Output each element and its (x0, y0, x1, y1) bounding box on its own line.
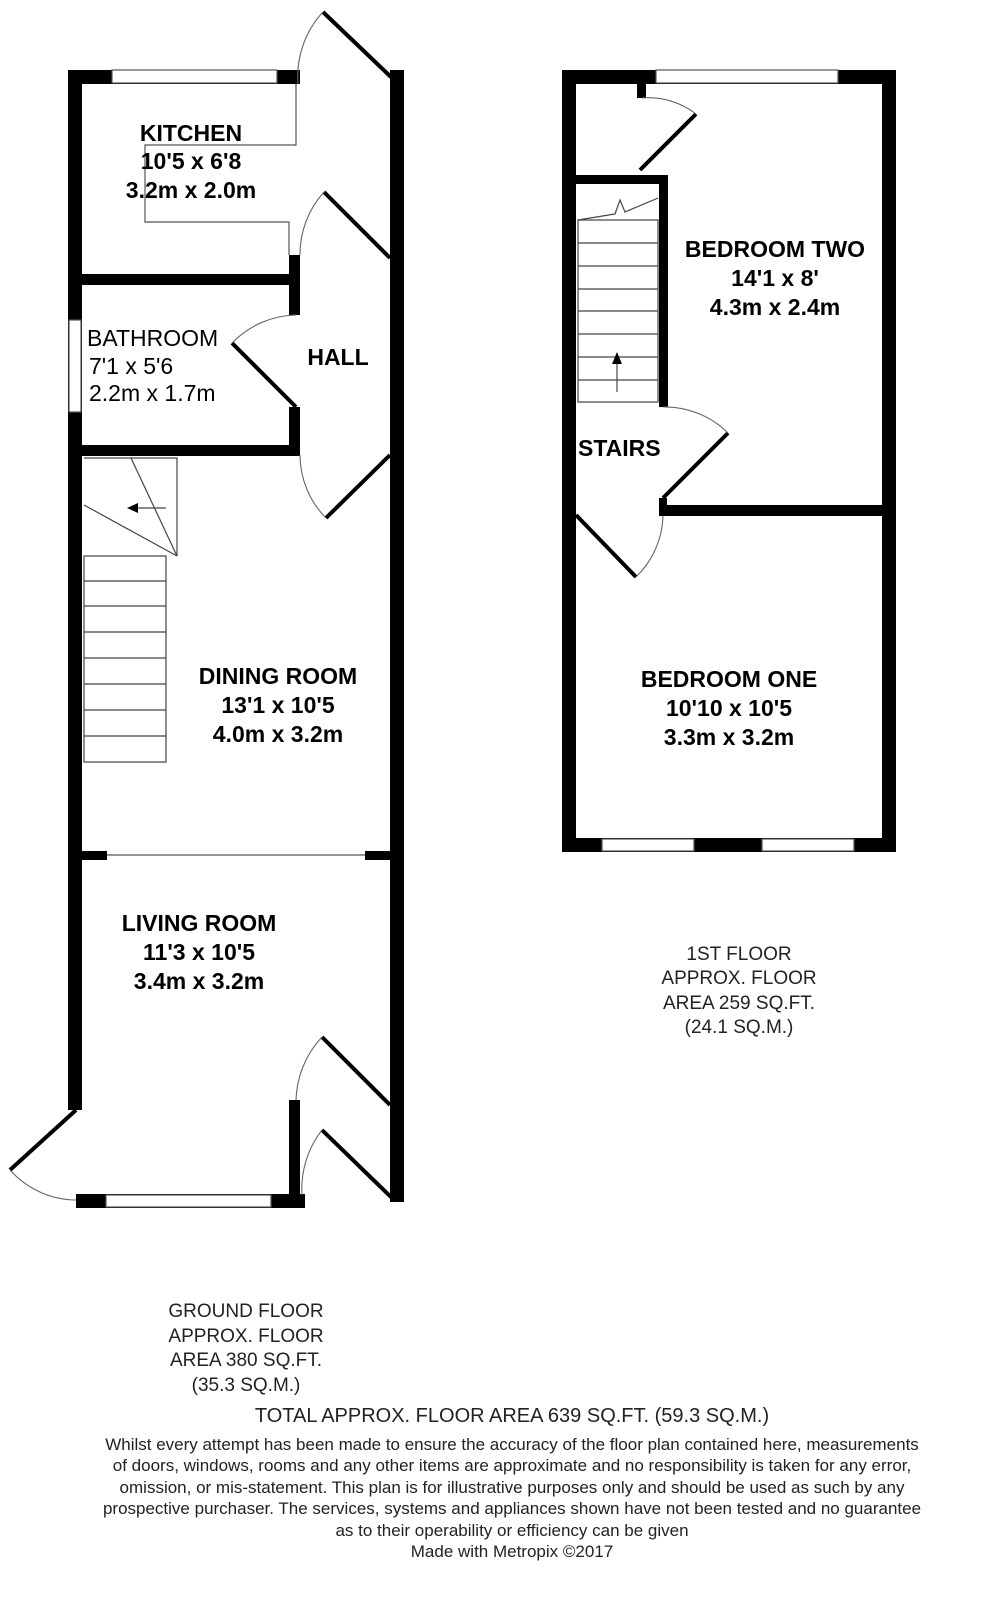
stairwell-right-wall (659, 175, 668, 407)
stairwell-top-wall (576, 175, 668, 184)
kitchen-bathroom-wall (82, 274, 300, 285)
living-room-door-swing (296, 1037, 322, 1100)
stairs-name: STAIRS (578, 435, 661, 461)
disclaimer-line-5: as to their operability or efficiency can be given (335, 1521, 689, 1540)
bedroom-two-imperial: 14'1 x 8' (731, 265, 819, 291)
bedroom-one-imperial: 10'10 x 10'5 (665, 695, 793, 721)
dining-living-stub-left (82, 851, 107, 860)
garden-door (10, 1110, 76, 1170)
first-floor-area-line-1: 1ST FLOOR (686, 944, 792, 965)
hall-name: HALL (307, 344, 369, 370)
garden-door-swing (10, 1170, 76, 1200)
kitchen-door (324, 192, 390, 258)
bedroom-divider-wall (659, 505, 882, 516)
living-room-window (106, 1195, 271, 1207)
front-door-swing (302, 1130, 322, 1195)
ground-floor-area-line-1: GROUND FLOOR (168, 1301, 324, 1322)
bathroom-hall-wall-bottom (289, 407, 300, 455)
bedroom-two-door-swing (663, 407, 728, 433)
kitchen-back-door (323, 12, 392, 78)
living-room-name: LIVING ROOM (121, 910, 277, 936)
first-right-wall (882, 70, 896, 852)
bathroom-window (69, 320, 81, 412)
bathroom-hall-wall-top (289, 255, 300, 315)
bathroom-name: BATHROOM (87, 325, 219, 351)
bathroom-metric: 2.2m x 1.7m (89, 380, 216, 406)
bathroom-imperial: 7'1 x 5'6 (89, 353, 174, 379)
ground-floor-staircase (84, 458, 177, 762)
disclaimer-line-1: Whilst every attempt has been made to ensure the accuracy of the floor plan contained here, measurements (105, 1435, 919, 1454)
kitchen-back-door-swing (298, 12, 323, 84)
bedroom-one-door-stub (659, 498, 667, 516)
ground-floor-area-line-3: AREA 380 SQ.FT. (169, 1350, 323, 1371)
bedroom-two-door (663, 433, 728, 498)
living-room-imperial: 11'3 x 10'5 (143, 939, 255, 965)
first-floor-area-line-2: APPROX. FLOOR (661, 968, 817, 989)
bedroom-one-door (576, 515, 636, 577)
dining-living-stub-right (365, 851, 390, 860)
first-floor-area-line-3: AREA 259 SQ.FT. (662, 993, 816, 1014)
dining-room-imperial: 13'1 x 10'5 (221, 692, 335, 718)
credit-line: Made with Metropix ©2017 (410, 1542, 614, 1561)
bathroom-door (232, 343, 296, 407)
kitchen-metric: 3.2m x 2.0m (125, 177, 257, 203)
bedroom-one-metric: 3.3m x 3.2m (663, 724, 795, 750)
living-room-metric: 3.4m x 3.2m (133, 968, 265, 994)
cupboard-door-swing (642, 98, 696, 114)
bathroom-dining-wall (82, 445, 300, 456)
bedroom-two-metric: 4.3m x 2.4m (709, 294, 841, 320)
first-left-wall (562, 70, 576, 852)
bathroom-door-swing (232, 315, 296, 343)
bedroom-one-window-left (602, 839, 694, 851)
disclaimer-line-2: of doors, windows, rooms and any other items are approximate and no responsibility is taken for any error, (112, 1456, 912, 1475)
cupboard-door (640, 114, 696, 170)
cupboard-wall (637, 84, 646, 98)
ground-floor-area-line-2: APPROX. FLOOR (168, 1326, 324, 1347)
front-door (322, 1130, 392, 1198)
first-floor-area-line-4: (24.1 SQ.M.) (684, 1017, 794, 1038)
bedroom-one-name: BEDROOM ONE (640, 666, 818, 692)
dining-room-metric: 4.0m x 3.2m (212, 721, 344, 747)
disclaimer-line-4: prospective purchaser. The services, systems and appliances shown have not been tested and no guarantee (102, 1499, 922, 1518)
dining-door (326, 455, 390, 518)
kitchen-name: KITCHEN (139, 120, 243, 146)
disclaimer-line-3: omission, or mis-statement. This plan is for illustrative purposes only and should be used as such by any (119, 1478, 905, 1497)
bedroom-two-window (656, 70, 838, 83)
ground-floor-area-line-4: (35.3 SQ.M.) (191, 1375, 301, 1396)
kitchen-window (112, 70, 277, 83)
dining-door-swing (300, 455, 326, 518)
bedroom-one-window-right (762, 839, 854, 851)
living-room-door (322, 1037, 390, 1105)
bedroom-one-door-swing (636, 516, 663, 577)
kitchen-door-swing (300, 192, 324, 255)
porch-wall (289, 1100, 300, 1200)
dining-room-name: DINING ROOM (198, 663, 358, 689)
bedroom-two-name: BEDROOM TWO (684, 236, 866, 262)
ground-right-wall (390, 70, 404, 1202)
ground-left-wall (68, 70, 82, 1110)
first-floor-staircase (578, 198, 658, 402)
kitchen-imperial: 10'5 x 6'8 (140, 148, 242, 174)
total-floor-area: TOTAL APPROX. FLOOR AREA 639 SQ.FT. (59.3 SQ.M.) (254, 1405, 770, 1427)
